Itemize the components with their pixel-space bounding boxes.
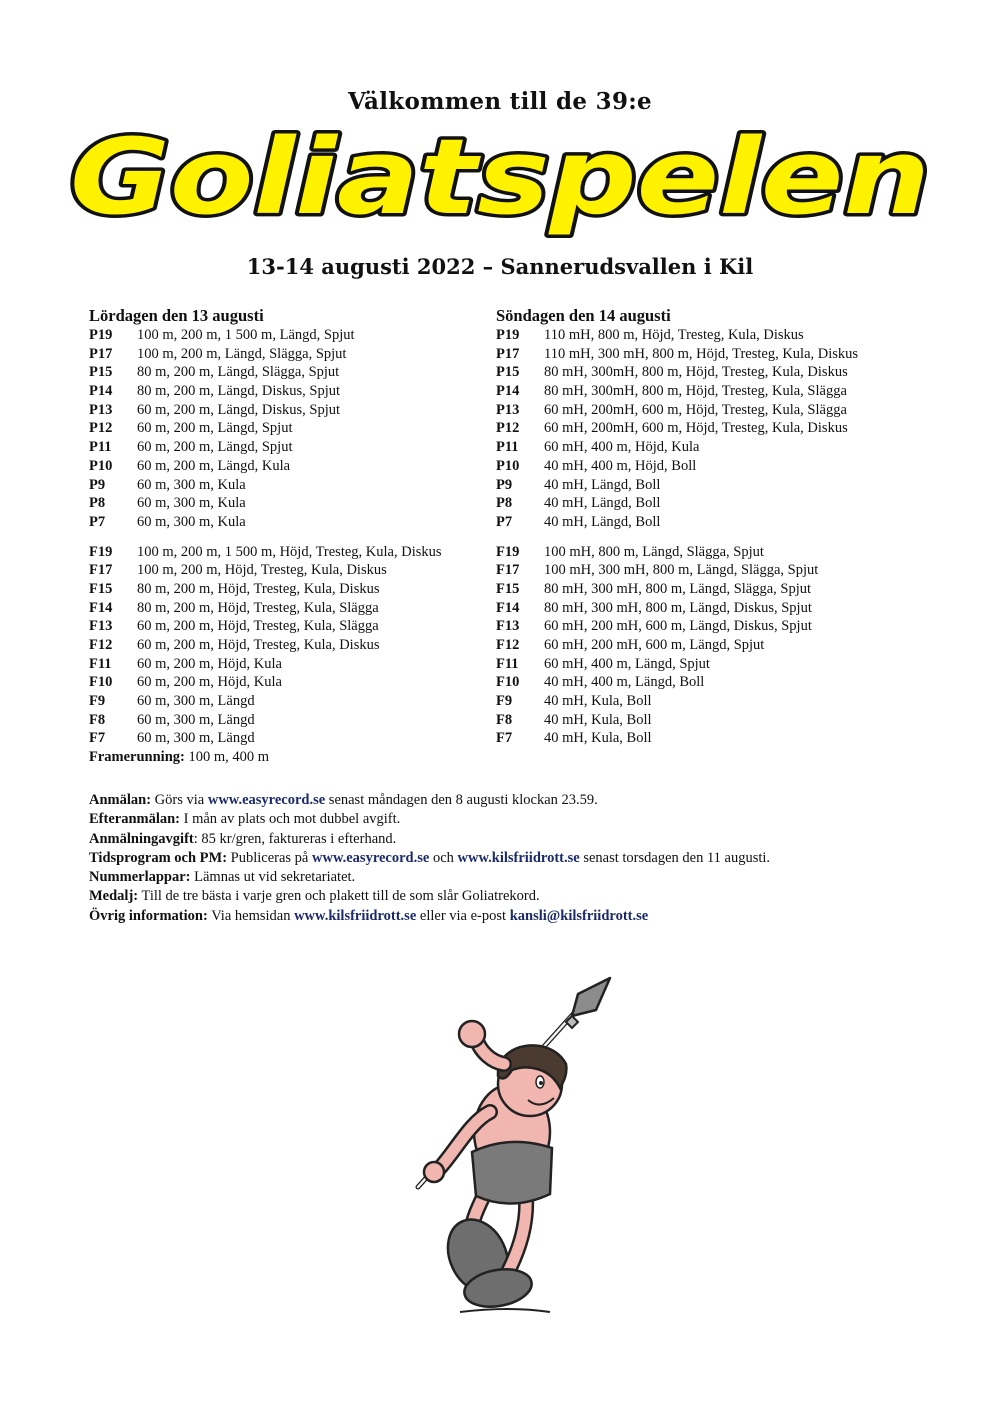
schedule-row	[89, 543, 489, 562]
event-list: 80 m, 200 m, Längd, Slägga, Spjut	[137, 364, 340, 381]
saturday-girls-list	[89, 543, 489, 749]
class-code: P14	[89, 383, 113, 400]
event-list: 80 m, 200 m, Höjd, Tresteg, Kula, Diskus	[137, 580, 380, 597]
event-list: 100 m, 200 m, Höjd, Tresteg, Kula, Diskus	[137, 562, 387, 579]
class-code: P7	[496, 513, 513, 530]
schedule-row	[89, 729, 489, 748]
class-code: F9	[89, 693, 106, 710]
event-list: 60 m, 300 m, Längd	[137, 693, 255, 710]
class-code: F10	[89, 674, 113, 691]
schedule-row	[496, 729, 936, 748]
event-list: 60 m, 200 m, Höjd, Kula	[137, 655, 282, 672]
class-code: P9	[89, 476, 106, 493]
class-code: F17	[89, 562, 113, 579]
class-code: F9	[496, 693, 513, 710]
event-list: 60 mH, 400 m, Höjd, Kula	[544, 439, 700, 456]
event-list: 60 m, 200 m, Längd, Diskus, Spjut	[137, 401, 341, 418]
schedule-row	[496, 494, 936, 513]
sunday-schedule	[496, 306, 936, 748]
class-code: F7	[89, 730, 106, 747]
class-code: F12	[496, 637, 520, 653]
event-list: 60 m, 300 m, Kula	[137, 513, 246, 530]
sunday-girls-list	[496, 543, 936, 749]
schedule-row	[496, 655, 936, 674]
schedule-row	[496, 457, 936, 476]
tidsprogram-post: senast torsdagen den 11 augusti.	[583, 849, 771, 866]
schedule-row	[89, 692, 489, 711]
event-list: 60 mH, 400 m, Längd, Spjut	[544, 655, 710, 672]
class-code: P15	[89, 364, 113, 381]
event-list: 60 m, 200 m, Höjd, Tresteg, Kula, Diskus	[137, 637, 380, 653]
kilsfriidrott-link[interactable]: www.kilsfriidrott.se	[294, 907, 417, 924]
class-code: F12	[89, 637, 113, 653]
event-list: 40 mH, Kula, Boll	[544, 711, 652, 728]
event-list: 40 mH, Längd, Boll	[544, 476, 661, 493]
class-code: P17	[496, 345, 520, 362]
schedule-row	[89, 438, 489, 457]
info-tidsprogram	[89, 849, 969, 868]
event-list: 40 mH, 400 m, Höjd, Boll	[544, 457, 697, 474]
tidsprogram-pre: Publiceras på	[230, 849, 309, 866]
class-code: F15	[89, 580, 113, 597]
anmalan-label: Anmälan:	[89, 792, 152, 808]
class-code: F11	[89, 655, 112, 672]
schedule-row	[89, 476, 489, 495]
class-code: P8	[89, 495, 106, 512]
event-list: 60 m, 300 m, Kula	[137, 476, 246, 493]
logo-text: Goliatspelen	[70, 118, 931, 238]
event-list: 60 mH, 200 mH, 600 m, Längd, Spjut	[544, 637, 765, 653]
event-list: 100 m, 200 m, 1 500 m, Höjd, Tresteg, Kula, Diskus	[137, 543, 442, 560]
framerunning-value: 100 m, 400 m	[188, 749, 270, 766]
class-code: P15	[496, 364, 520, 381]
class-code: P13	[496, 401, 520, 418]
saturday-schedule	[89, 306, 489, 767]
schedule-row	[496, 513, 936, 532]
tidsprogram-label: Tidsprogram och PM:	[89, 849, 228, 866]
class-code: P11	[89, 439, 112, 456]
class-code: F8	[89, 711, 106, 728]
event-list: 60 m, 200 m, Höjd, Kula	[137, 674, 282, 691]
schedule-row	[89, 494, 489, 513]
email-link[interactable]: kansli@kilsfriidrott.se	[509, 907, 649, 924]
welcome-heading: Välkommen till de 39:e	[348, 88, 652, 115]
schedule-row	[496, 345, 936, 364]
event-date-venue: 13-14 augusti 2022 – Sannerudsvallen i Kil	[246, 254, 754, 279]
event-list: 60 m, 200 m, Höjd, Tresteg, Kula, Slägga	[137, 618, 379, 635]
class-code: P14	[496, 383, 520, 400]
avgift-text: : 85 kr/gren, faktureras i efterhand.	[193, 830, 397, 847]
class-code: F13	[89, 618, 113, 635]
medalj-label: Medalj:	[89, 888, 139, 905]
event-list: 60 mH, 200mH, 600 m, Höjd, Tresteg, Kula, Diskus	[544, 420, 848, 437]
event-list: 100 m, 200 m, Längd, Slägga, Spjut	[137, 345, 347, 362]
framerunning-label: Framerunning:	[89, 749, 185, 766]
class-code: P19	[496, 327, 520, 343]
event-list: 60 m, 200 m, Längd, Spjut	[137, 420, 293, 437]
class-code: P7	[89, 513, 106, 530]
event-list: 80 mH, 300 mH, 800 m, Längd, Slägga, Spjut	[544, 580, 812, 597]
event-list: 60 mH, 200mH, 600 m, Höjd, Tresteg, Kula, Slägga	[544, 401, 847, 418]
schedule-row	[496, 673, 936, 692]
class-code: P9	[496, 476, 513, 493]
class-code: F14	[496, 599, 520, 616]
schedule-row	[89, 599, 489, 618]
class-code: P12	[496, 420, 520, 437]
ovrig-pre: Via hemsidan	[211, 907, 291, 924]
easyrecord-link[interactable]: www.easyrecord.se	[312, 849, 430, 866]
class-code: F14	[89, 599, 113, 616]
medalj-text: Till de tre bästa i varje gren och plakett till de som slår Goliatrekord.	[141, 888, 540, 905]
event-list: 80 mH, 300mH, 800 m, Höjd, Tresteg, Kula, Diskus	[544, 364, 848, 381]
schedule-row	[89, 711, 489, 730]
schedule-row	[89, 326, 489, 345]
schedule-row	[89, 363, 489, 382]
class-code: F19	[89, 543, 113, 560]
class-code: P12	[89, 420, 113, 437]
class-code: F10	[496, 674, 520, 691]
efteranmalan-label: Efteranmälan:	[89, 811, 181, 828]
event-list: 110 mH, 300 mH, 800 m, Höjd, Tresteg, Kula, Diskus	[544, 345, 859, 362]
tidsprogram-mid: och	[432, 849, 454, 866]
event-list: 100 mH, 800 m, Längd, Slägga, Spjut	[544, 543, 764, 560]
ovrig-label: Övrig information:	[89, 907, 208, 924]
class-code: F13	[496, 618, 520, 635]
schedule-row	[89, 617, 489, 636]
avgift-label: Anmälningavgift	[89, 830, 194, 847]
anmalan-post: senast måndagen den 8 augusti klockan 23.59.	[328, 792, 598, 808]
goliatspelen-logo	[60, 118, 940, 238]
schedule-row	[496, 599, 936, 618]
schedule-row	[89, 513, 489, 532]
schedule-row	[89, 655, 489, 674]
anmalan-pre: Görs via	[154, 792, 205, 808]
schedule-row	[89, 561, 489, 580]
sunday-title: Söndagen den 14 augusti	[496, 306, 671, 325]
event-list: 60 m, 200 m, Längd, Spjut	[137, 439, 293, 456]
event-list: 60 m, 300 m, Kula	[137, 495, 246, 512]
event-list: 100 m, 200 m, 1 500 m, Längd, Spjut	[137, 327, 355, 343]
sunday-boys-list	[496, 326, 936, 532]
event-list: 40 mH, Kula, Boll	[544, 693, 652, 710]
schedule-row	[89, 345, 489, 364]
class-code: F15	[496, 580, 520, 597]
kilsfriidrott-link[interactable]: www.kilsfriidrott.se	[457, 849, 580, 866]
schedule-row	[496, 711, 936, 730]
event-list: 80 mH, 300 mH, 800 m, Längd, Diskus, Spjut	[544, 599, 812, 616]
schedule-row	[496, 636, 936, 655]
info-efteranmalan	[89, 810, 969, 829]
schedule-row	[496, 326, 936, 345]
class-code: P10	[496, 457, 520, 474]
class-code: P8	[496, 495, 513, 512]
schedule-row	[496, 363, 936, 382]
info-section	[89, 791, 969, 926]
schedule-row	[89, 382, 489, 401]
event-list: 40 mH, 400 m, Längd, Boll	[544, 674, 705, 691]
event-list: 40 mH, Kula, Boll	[544, 730, 652, 747]
nummerlappar-label: Nummerlappar:	[89, 869, 191, 886]
event-list: 40 mH, Längd, Boll	[544, 495, 661, 512]
schedule-row	[496, 438, 936, 457]
class-code: P19	[89, 327, 113, 343]
schedule-row	[496, 476, 936, 495]
event-list: 60 m, 200 m, Längd, Kula	[137, 457, 291, 474]
event-list: 40 mH, Längd, Boll	[544, 513, 661, 530]
nummerlappar-text: Lämnas ut vid sekretariatet.	[194, 869, 356, 886]
schedule-row	[496, 580, 936, 599]
event-list: 60 m, 300 m, Längd	[137, 711, 255, 728]
event-list: 80 m, 200 m, Höjd, Tresteg, Kula, Slägga	[137, 599, 379, 616]
schedule-row	[89, 457, 489, 476]
schedule-row	[496, 543, 936, 562]
class-code: P10	[89, 457, 113, 474]
event-list: 100 mH, 300 mH, 800 m, Längd, Slägga, Spjut	[544, 562, 819, 579]
info-anmalan	[89, 791, 969, 810]
schedule-row	[496, 561, 936, 580]
class-code: F7	[496, 730, 513, 747]
class-code: F8	[496, 711, 513, 728]
class-code: F11	[496, 655, 519, 672]
event-list: 110 mH, 800 m, Höjd, Tresteg, Kula, Diskus	[544, 327, 804, 343]
class-code: P13	[89, 401, 113, 418]
saturday-boys-list	[89, 326, 489, 532]
schedule-row	[89, 636, 489, 655]
event-list: 60 mH, 200 mH, 600 m, Längd, Diskus, Spjut	[544, 618, 812, 635]
schedule-row	[89, 580, 489, 599]
info-avgift	[89, 830, 969, 849]
event-list: 80 mH, 300mH, 800 m, Höjd, Tresteg, Kula, Slägga	[544, 383, 847, 400]
schedule-row	[496, 382, 936, 401]
class-code: F19	[496, 543, 520, 560]
info-ovrig	[89, 907, 969, 926]
class-code: F17	[496, 562, 520, 579]
efteranmalan-text: I mån av plats och mot dubbel avgift.	[183, 811, 401, 828]
ovrig-mid: eller via e-post	[419, 907, 507, 924]
info-nummerlappar	[89, 868, 969, 887]
class-code: P11	[496, 439, 519, 456]
caveman-javelin-mascot-icon	[400, 972, 640, 1322]
schedule-row	[496, 617, 936, 636]
schedule-row	[496, 419, 936, 438]
event-list: 60 m, 300 m, Längd	[137, 730, 255, 747]
schedule-row	[89, 401, 489, 420]
easyrecord-link[interactable]: www.easyrecord.se	[207, 792, 326, 808]
schedule-row	[496, 692, 936, 711]
schedule-row	[496, 401, 936, 420]
schedule-row	[89, 673, 489, 692]
saturday-title: Lördagen den 13 augusti	[89, 306, 264, 325]
class-code: P17	[89, 345, 113, 362]
info-medalj	[89, 887, 969, 906]
event-list: 80 m, 200 m, Längd, Diskus, Spjut	[137, 383, 341, 400]
framerunning-row	[89, 748, 489, 767]
schedule-row	[89, 419, 489, 438]
